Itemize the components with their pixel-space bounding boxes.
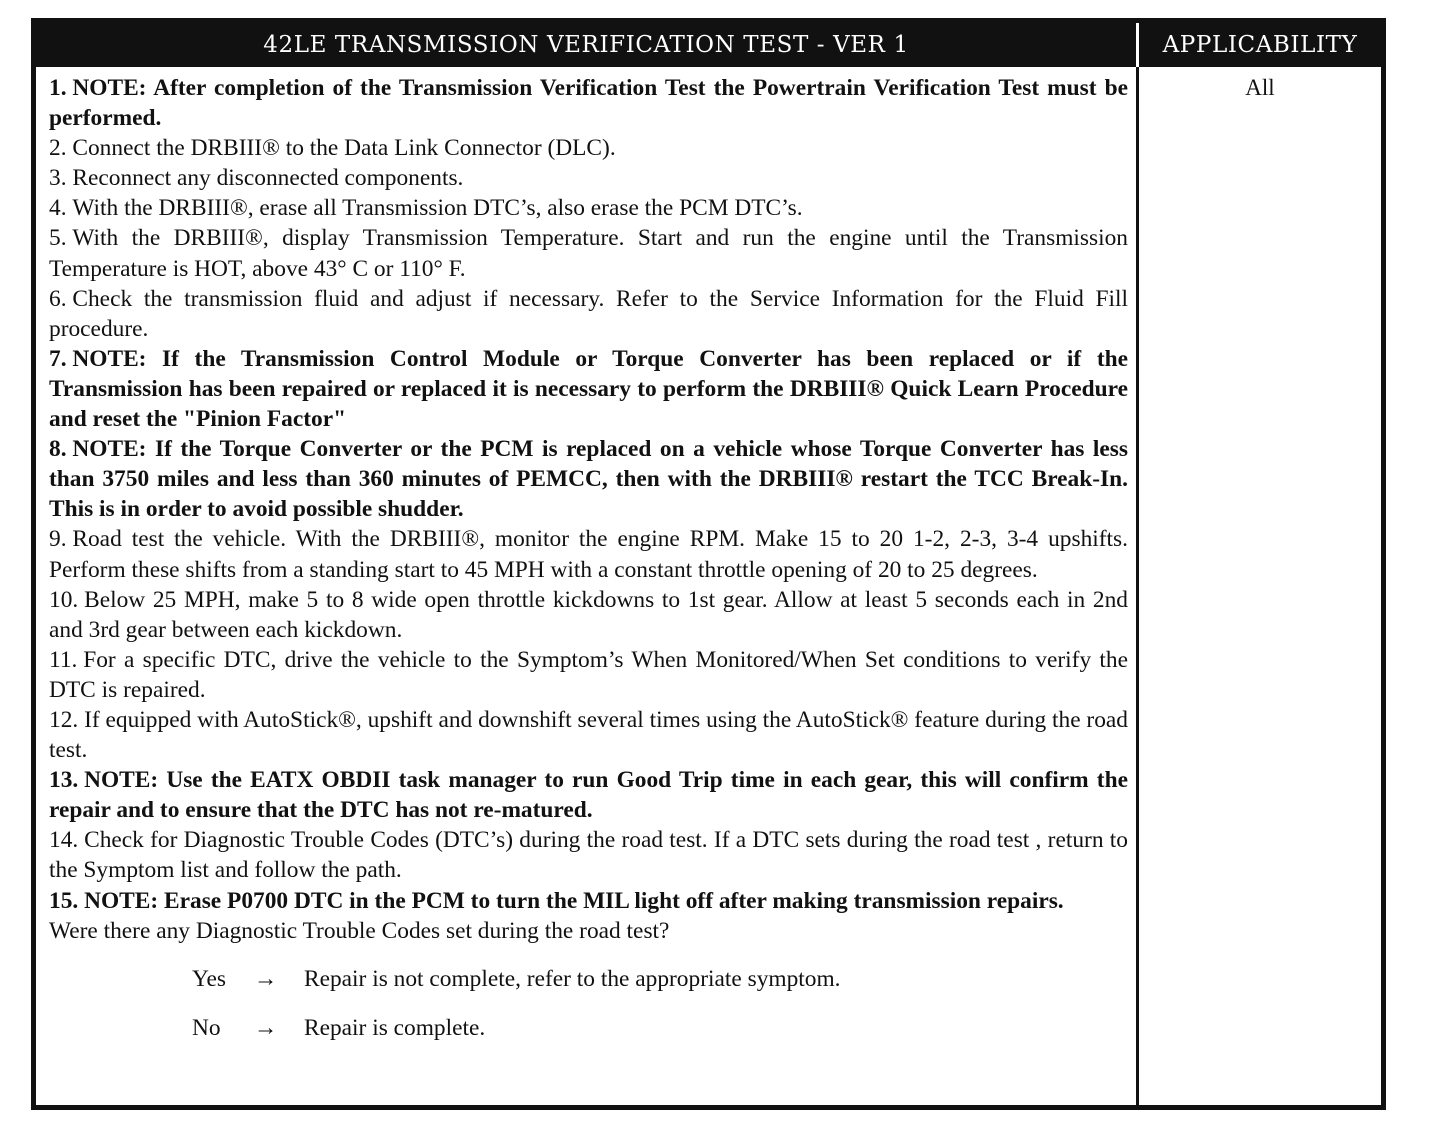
step-text: With the DRBIII®, display Transmission Temperature. Start and run the engine until the Transmission Temperature is HOT, above 43° C or 110° F. bbox=[49, 225, 1128, 282]
procedure-step bbox=[49, 765, 1128, 825]
verification-test-table bbox=[31, 18, 1386, 1110]
step-number: 7. bbox=[49, 345, 67, 372]
procedure-step bbox=[49, 434, 1128, 524]
answer-result: Repair is not complete, refer to the appropriate symptom. bbox=[304, 965, 841, 992]
step-number: 4. bbox=[49, 195, 67, 222]
step-number: 5. bbox=[49, 225, 67, 252]
step-text: NOTE: After completion of the Transmission Verification Test the Powertrain Verification Test must be performed. bbox=[49, 75, 1128, 132]
step-text: If equipped with AutoStick®, upshift and downshift several times using the AutoStick® feature during the road test. bbox=[49, 706, 1128, 764]
step-number: 2. bbox=[49, 135, 67, 162]
step-text: With the DRBIII®, erase all Transmission DTC’s, also erase the PCM DTC’s. bbox=[72, 195, 803, 222]
procedure-step bbox=[49, 284, 1128, 344]
step-list bbox=[49, 73, 1128, 916]
answer-yes bbox=[192, 964, 1128, 1013]
answer-label: Yes bbox=[192, 965, 227, 992]
procedure-step bbox=[49, 886, 1128, 916]
question-text: Were there any Diagnostic Trouble Codes set during the road test? bbox=[49, 917, 670, 944]
step-number: 15. bbox=[49, 887, 79, 914]
step-number: 14. bbox=[49, 827, 79, 854]
step-number: 8. bbox=[49, 436, 67, 463]
answer-list bbox=[192, 964, 1128, 1062]
step-number: 1. bbox=[49, 75, 67, 101]
step-text: Below 25 MPH, make 5 to 8 wide open throttle kickdowns to 1st gear. Allow at least 5 seconds each in 2nd and 3rd gear between each kickdown. bbox=[49, 586, 1128, 643]
procedure-step bbox=[49, 645, 1128, 705]
procedure-step bbox=[49, 163, 1128, 193]
table-body bbox=[36, 67, 1381, 1105]
right-arrow-icon: → bbox=[254, 965, 278, 992]
procedure-step bbox=[49, 344, 1128, 434]
answer-label: No bbox=[192, 1014, 221, 1041]
procedure-step bbox=[49, 825, 1128, 885]
step-number: 10. bbox=[49, 586, 79, 613]
step-number: 9. bbox=[49, 526, 67, 553]
right-arrow-icon: → bbox=[254, 1014, 278, 1041]
step-number: 6. bbox=[49, 285, 67, 312]
step-text: NOTE: If the Torque Converter or the PCM is replaced on a vehicle whose Torque Converter has less than 3750 miles and less than 360 minutes of PEMCC, then with the DRBIII® restart the TCC Break-In. This is in order to avoid possible shudder. bbox=[49, 436, 1128, 523]
procedure-step bbox=[49, 524, 1128, 584]
step-number: 3. bbox=[49, 165, 67, 192]
answer-no bbox=[192, 1013, 1128, 1062]
applicability-cell bbox=[1139, 67, 1381, 1105]
procedure-step bbox=[49, 73, 1128, 133]
step-text: Check the transmission fluid and adjust if necessary. Refer to the Service Information for the Fluid Fill procedure. bbox=[49, 285, 1128, 342]
step-number: 12. bbox=[49, 706, 79, 733]
applicability-value: All bbox=[1245, 75, 1275, 100]
step-number: 13. bbox=[49, 767, 79, 794]
test-title: 42LE TRANSMISSION VERIFICATION TEST - VER 1 bbox=[36, 23, 1139, 67]
step-text: NOTE: Use the EATX OBDII task manager to run Good Trip time in each gear, this will confirm the repair and to ensure that the DTC has not re-matured. bbox=[49, 767, 1128, 824]
step-text: Road test the vehicle. With the DRBIII®, monitor the engine RPM. Make 15 to 20 1-2, 2-3, 3-4 upshifts. Perform these shifts from a standing start to 45 MPH with a constant throttle opening of 20 to 25 degrees. bbox=[49, 526, 1128, 583]
procedure-step bbox=[49, 193, 1128, 223]
procedure-step bbox=[49, 133, 1128, 163]
procedure-cell bbox=[36, 67, 1139, 1105]
step-number: 11. bbox=[49, 646, 78, 673]
table-header bbox=[36, 23, 1381, 67]
step-text: Connect the DRBIII® to the Data Link Connector (DLC). bbox=[72, 135, 616, 162]
answer-result: Repair is complete. bbox=[304, 1014, 486, 1041]
step-text: For a specific DTC, drive the vehicle to the Symptom’s When Monitored/When Set conditions to verify the DTC is repaired. bbox=[49, 646, 1128, 703]
step-text: Check for Diagnostic Trouble Codes (DTC’s) during the road test. If a DTC sets during the road test , return to the Symptom list and follow the path. bbox=[49, 827, 1128, 884]
procedure-step bbox=[49, 585, 1128, 645]
applicability-header: APPLICABILITY bbox=[1162, 32, 1358, 58]
step-text: NOTE: Erase P0700 DTC in the PCM to turn the MIL light off after making transmission repairs. bbox=[84, 887, 1064, 914]
step-text: NOTE: If the Transmission Control Module or Torque Converter has been replaced or if the Transmission has been repaired or replaced it is necessary to perform the DRBIII® Quick Learn Procedure and reset the "Pinion Factor" bbox=[49, 345, 1128, 433]
step-text: Reconnect any disconnected components. bbox=[72, 165, 464, 192]
procedure-step bbox=[49, 705, 1128, 765]
procedure-step bbox=[49, 223, 1128, 283]
